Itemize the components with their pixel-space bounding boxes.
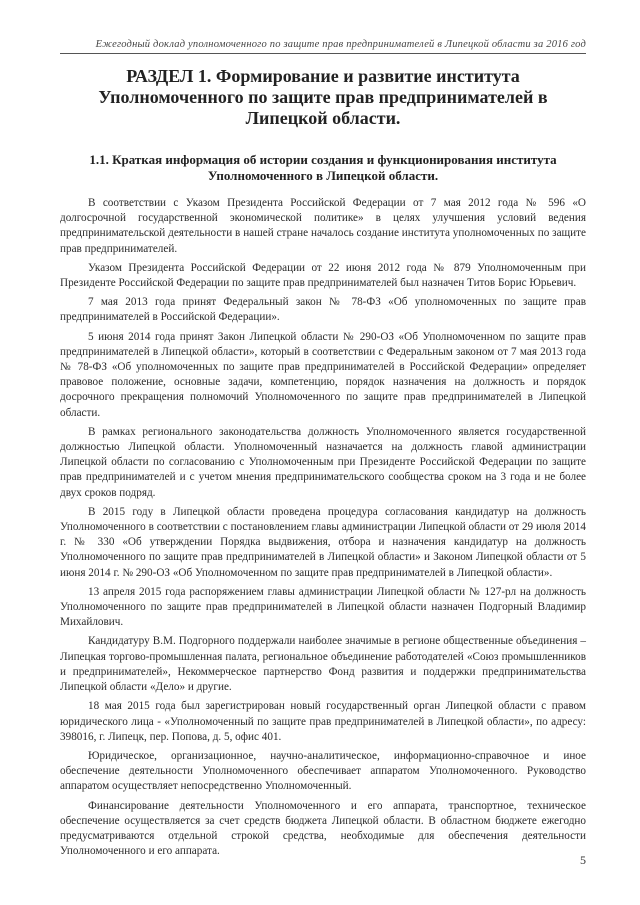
section-title: РАЗДЕЛ 1. Формирование и развитие института Уполномоченного по защите прав предпринимателей в Липецкой области. bbox=[98, 66, 548, 128]
subsection-title: 1.1. Краткая информация об истории создания и функционирования института Уполномоченного в Липецкой области. bbox=[89, 152, 557, 183]
paragraph: 18 мая 2015 года был зарегистрирован новый государственный орган Липецкой области с правом юридического лица - «Уполномоченный по защите прав предпринимателей в Липецкой области», по адресу: 398016, г. Липецк, пер. Попова, д. 5, офис 401. bbox=[60, 700, 586, 743]
paragraph: Финансирование деятельности Уполномоченного и его аппарата, транспортное, техническое обеспечение осуществляется за счет средств бюджета Липецкой области. В областном бюджете ежегодно предусматриваются отдельной строкой средства, необходимые для обеспечения деятельности Уполномоченного и его аппарата. bbox=[60, 799, 586, 858]
paragraph: В рамках регионального законодательства должность Уполномоченного является государственной должностью Липецкой области. Уполномоченный назначается на должность главой администрации Липецкой области по согласованию с Уполномоченным при Президенте Российской Федерации по защите прав предпринимателей и с учетом мнения предпринимательского сообщества сроком на 3 года и не более двух сроков подряд. bbox=[60, 425, 586, 499]
paragraph: В соответствии с Указом Президента Российской Федерации от 7 мая 2012 года № 596 «О долгосрочной государственной экономической политике» в целях улучшения условий ведения предпринимательской деятельности в нашей стране началось создание института уполномоченных по защите прав предпринимателей. bbox=[60, 197, 586, 255]
paragraph: Кандидатуру В.М. Подгорного поддержали наиболее значимые в регионе общественные объединения – Липецкая торгово-промышленная палата, региональное объединение работодателей «Союз промышленников и предпринимателей», Некоммерческое партнерство Фонд развития и поддержки предпринимательства Липецкой области «Дело» и другие. bbox=[60, 635, 586, 694]
running-header: Ежегодный доклад уполномоченного по защите прав предпринимателей в Липецкой области за 2016 год bbox=[95, 39, 586, 50]
paragraph: Юридическое, организационное, научно-аналитическое, информационно-справочное и иное обеспечение деятельности Уполномоченного обеспечивает аппаратом Уполномоченного. Руководство аппаратом осуществляет непосредственно Уполномоченный. bbox=[60, 749, 586, 793]
body-text bbox=[60, 196, 586, 863]
paragraph: Указом Президента Российской Федерации от 22 июня 2012 года № 879 Уполномоченным при Президенте Российской Федерации по защите прав предпринимателей был назначен Титов Борис Юрьевич. bbox=[60, 261, 586, 290]
paragraph: В 2015 году в Липецкой области проведена процедура согласования кандидатур на должность Уполномоченного в соответствии с постановлением главы администрации Липецкой области от 29 июля 2014 г. № 330 «Об утверждении Порядка выдвижения, отбора и назначения кандидатур на должность Уполномоченного по защите прав предпринимателей в Липецкой области» и Законом Липецкой области от 5 июня 2014 г. № 290-ОЗ «Об Уполномоченном по защите прав предпринимателей в Липецкой области». bbox=[60, 505, 586, 579]
paragraph: 7 мая 2013 года принят Федеральный закон № 78-ФЗ «Об уполномоченных по защите прав предпринимателей в Российской Федерации». bbox=[60, 296, 586, 324]
page-number: 5 bbox=[580, 853, 586, 867]
header-rule bbox=[60, 53, 586, 54]
paragraph: 5 июня 2014 года принят Закон Липецкой области № 290-ОЗ «Об Уполномоченном по защите прав предпринимателей в Липецкой области», который в соответствии с Федеральным законом от 7 мая 2013 года № 78-ФЗ «Об уполномоченных по защите прав предпринимателей в Российской Федерации» определяет правовое положение, основные задачи, компетенцию, порядок назначения на должность и порядок досрочного прекращения полномочий Уполномоченного по защите прав предпринимателей в Липецкой области. bbox=[60, 330, 586, 419]
paragraph: 13 апреля 2015 года распоряжением главы администрации Липецкой области № 127-рл на должность Уполномоченного по защите прав предпринимателей в Липецкой области назначен Подгорный Владимир Михайлович. bbox=[60, 585, 586, 629]
